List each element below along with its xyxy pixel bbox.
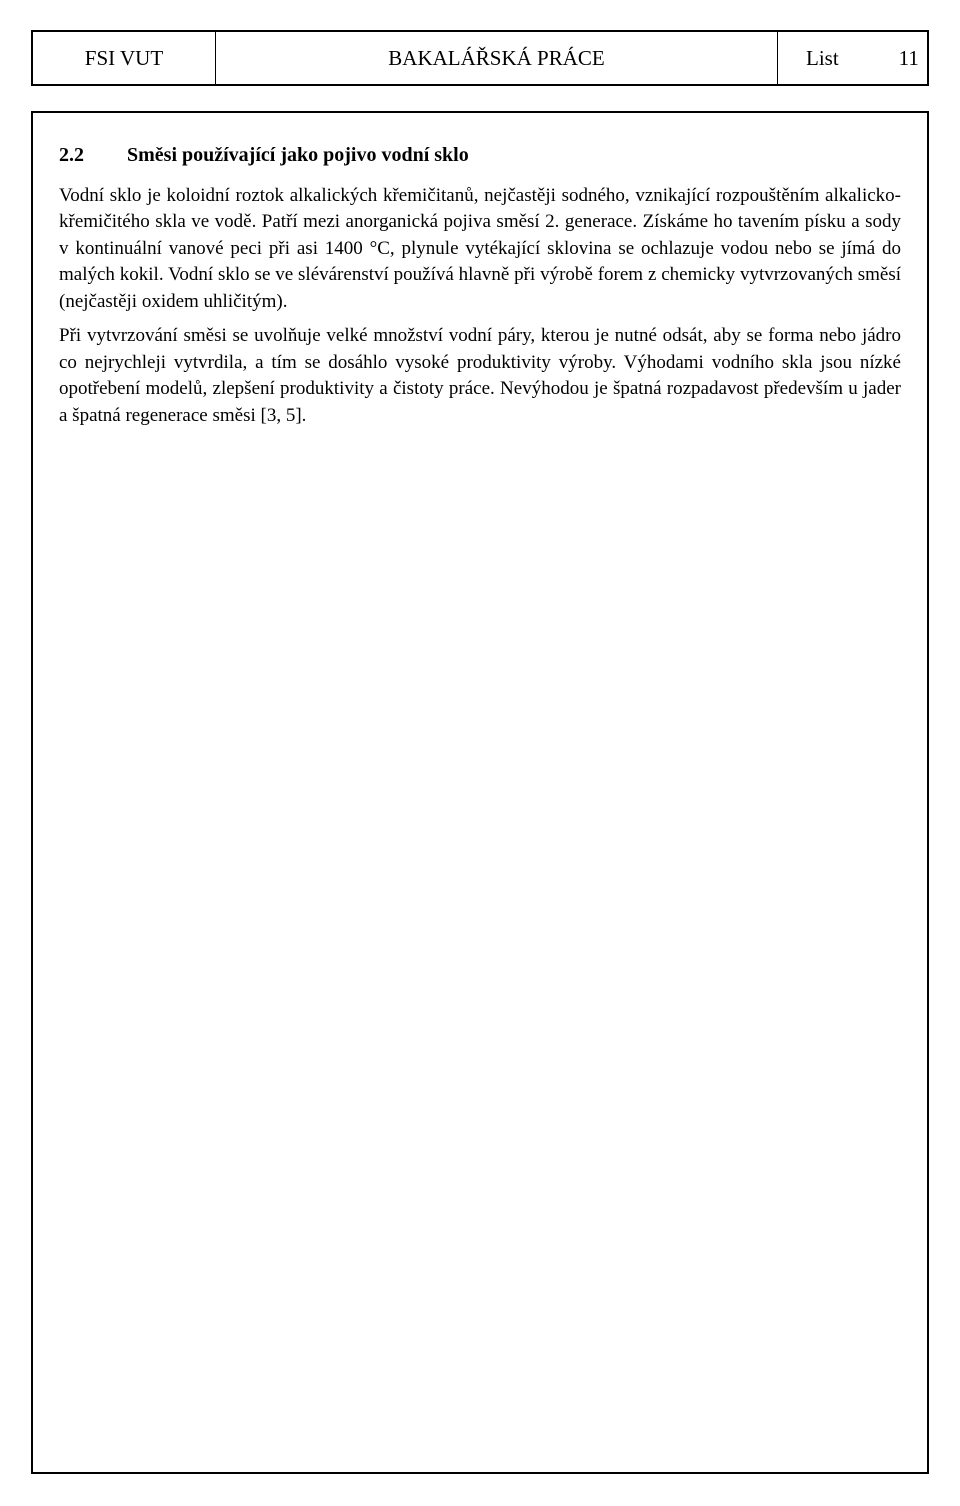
section-heading: [59, 142, 901, 169]
page-content: [59, 142, 901, 437]
section-number: 2.2: [59, 144, 84, 166]
header-school: [33, 32, 216, 84]
page-number: 11: [898, 45, 919, 70]
school-name: FSI VUT: [84, 45, 164, 70]
paragraph-1: Vodní sklo je koloidní roztok alkalických křemičitanů, nejčastěji sodného, vznikající rozpouštěním alkalicko-křemičitého skla ve vodě. Patří mezi anorganická pojiva směsí 2. generace. Získáme ho tavením písku a sody v kontinuální vanové peci při asi 1400 °C, plynule vytékající sklovina se ochlazuje vodou nebo se jímá do malých kokil. Vodní sklo se ve slévárenství používá hlavně při výrobě forem z chemicky vytvrzovaných směsí (nejčastěji oxidem uhličitým).: [59, 184, 901, 312]
header-page: [778, 32, 927, 84]
header-title: [216, 32, 778, 84]
page-label: List: [806, 45, 839, 70]
document-type: BAKALÁŘSKÁ PRÁCE: [388, 45, 605, 70]
page-header: [31, 30, 929, 86]
paragraph-2: Při vytvrzování směsi se uvolňuje velké množství vodní páry, kterou je nutné odsát, aby se forma nebo jádro co nejrychleji vytvrdila, a tím se dosáhlo vysoké produktivity výroby. Výhodami vodního skla jsou nízké opotřebení modelů, zlepšení produktivity a čistoty práce. Nevýhodou je špatná rozpadavost především u jader a špatná regenerace směsi [3, 5].: [59, 325, 901, 426]
section-title: Směsi používající jako pojivo vodní sklo: [127, 144, 469, 166]
